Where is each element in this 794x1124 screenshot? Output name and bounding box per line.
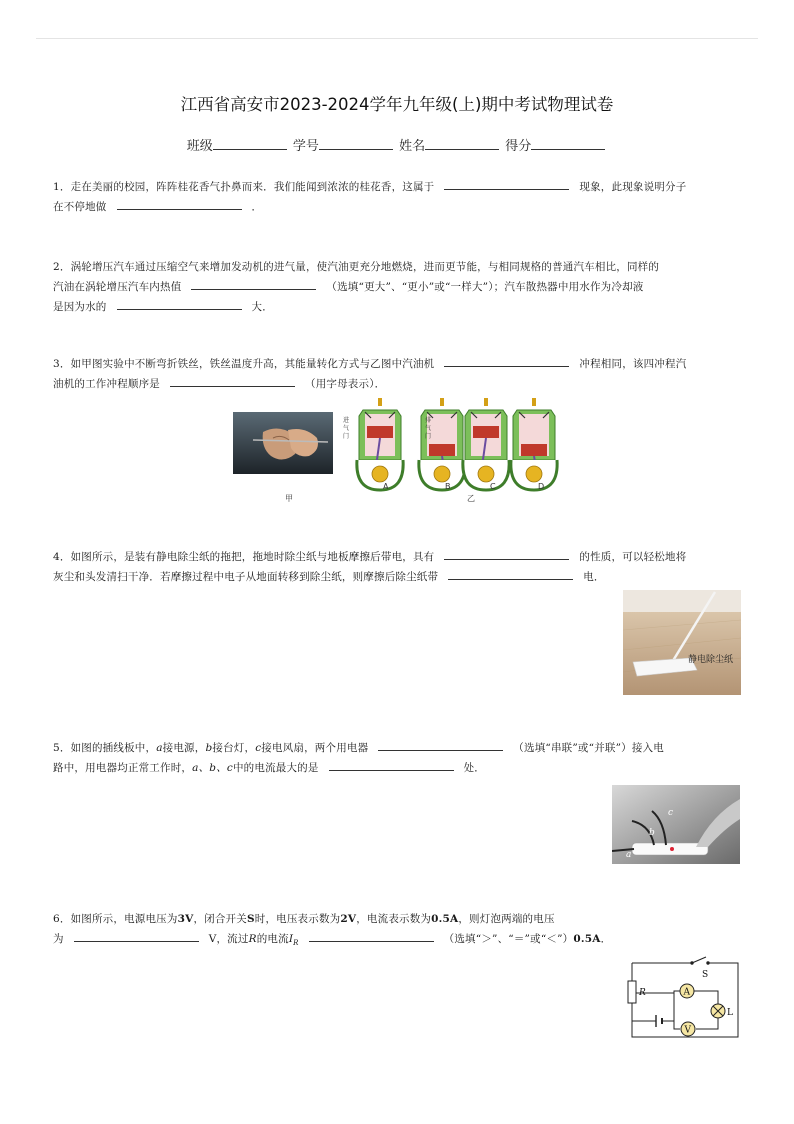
q3-blank-2[interactable] bbox=[170, 374, 295, 387]
wire-bending-photo bbox=[233, 412, 333, 474]
q2-text-4: 是因为水的 bbox=[53, 301, 107, 313]
class-field[interactable] bbox=[213, 137, 287, 150]
q5-var-abc: a、b、c bbox=[192, 762, 233, 774]
q1-text-3: 在不停地做 bbox=[53, 201, 107, 213]
q1-text-2: 现象，此现象说明分子 bbox=[579, 181, 687, 193]
label-jia: 甲 bbox=[285, 494, 293, 503]
q5-text-3b: 中的电流最大的是 bbox=[232, 762, 319, 774]
q6-text-2a: 为 bbox=[53, 933, 64, 945]
q3-text-4: （用字母表示）． bbox=[305, 378, 386, 390]
q4-text: 4．如图所示，是装有静电除尘纸的拖把，拖地时除尘纸与地板摩擦后带电，具有 bbox=[53, 551, 435, 563]
q6-blank-1[interactable] bbox=[74, 929, 199, 942]
mop-photo-label: 静电除尘纸 bbox=[688, 655, 734, 665]
q5-text-b: 接电源， bbox=[162, 742, 206, 754]
q6-text-e: ，则灯泡两端的电压 bbox=[458, 913, 555, 925]
top-rule bbox=[36, 38, 758, 39]
question-2 bbox=[53, 257, 743, 317]
strip-label-a: a bbox=[626, 850, 632, 860]
q2-blank-1[interactable] bbox=[191, 277, 316, 290]
q3-text-2: 冲程相同，该四冲程汽 bbox=[579, 358, 687, 370]
q6-text: 6．如图所示，电源电压为 bbox=[53, 913, 178, 925]
power-strip-photo bbox=[612, 785, 740, 864]
q6-v3: 3V bbox=[177, 913, 194, 925]
q5-text: 5．如图的插线板中， bbox=[53, 742, 157, 754]
ammeter-label: A bbox=[683, 987, 690, 998]
q2-text-5: 大． bbox=[251, 301, 273, 313]
score-field[interactable] bbox=[531, 137, 605, 150]
q6-text-2b: V，流过 bbox=[208, 933, 249, 945]
engine-d-diagram bbox=[511, 398, 557, 490]
q5-var-a: a bbox=[156, 742, 163, 754]
q5-blank-1[interactable] bbox=[378, 738, 503, 751]
q4-blank-2[interactable] bbox=[448, 567, 573, 580]
q2-text-2: 汽油在涡轮增压汽车内热值 bbox=[53, 281, 182, 293]
name-field[interactable] bbox=[425, 137, 499, 150]
q5-text-3: 路中，用电器均正常工作时， bbox=[53, 762, 193, 774]
question-5 bbox=[53, 738, 743, 778]
mop-photo bbox=[623, 590, 741, 695]
engine-label-b: B bbox=[445, 482, 451, 491]
voltmeter-label: V bbox=[684, 1025, 691, 1036]
engine-b-diagram bbox=[419, 398, 465, 490]
q6-text-2d: （选填“＞”、“＝”或“＜”） bbox=[443, 933, 574, 945]
q6-ir-sub: R bbox=[293, 939, 299, 948]
engine-label-d: D bbox=[538, 482, 545, 491]
student-id-field[interactable] bbox=[319, 137, 393, 150]
engine-c-diagram bbox=[463, 398, 509, 490]
student-id-label: 学号 bbox=[292, 139, 319, 154]
q1-blank-2[interactable] bbox=[117, 197, 242, 210]
q4-text-2: 的性质，可以轻松地将 bbox=[579, 551, 687, 563]
engine-label-a: A bbox=[383, 482, 389, 491]
engine-a-diagram bbox=[357, 398, 403, 490]
q6-text-2c: 的电流 bbox=[256, 933, 289, 945]
lamp-label: L bbox=[727, 1008, 733, 1018]
q6-ir: I bbox=[288, 933, 294, 945]
q5-var-b: b bbox=[205, 742, 213, 754]
q5-text-c: 接台灯， bbox=[212, 742, 256, 754]
page-title: 江西省高安市2023-2024学年九年级(上)期中考试物理试卷 bbox=[180, 95, 614, 114]
q5-blank-2[interactable] bbox=[329, 758, 454, 771]
question-3 bbox=[53, 354, 743, 394]
strip-label-b: b bbox=[649, 828, 655, 838]
q2-blank-2[interactable] bbox=[117, 297, 242, 310]
q5-text-2: （选填“串联”或“并联”）接入电 bbox=[513, 742, 664, 754]
q3-text-3: 油机的工作冲程顺序是 bbox=[53, 378, 160, 390]
q5-text-4: 处． bbox=[463, 762, 485, 774]
q2-text-3: （选填“更大”、“更小”或“一样大”）；汽车散热器中用水作为冷却液 bbox=[326, 281, 644, 293]
engine-diagrams bbox=[341, 398, 571, 494]
q6-a05: 0.5A bbox=[431, 913, 459, 925]
q6-text-2f: ． bbox=[600, 933, 612, 945]
circuit-diagram bbox=[622, 955, 744, 1041]
q6-v2: 2V bbox=[340, 913, 357, 925]
q4-blank-1[interactable] bbox=[444, 547, 569, 560]
q6-r: R bbox=[248, 933, 257, 945]
strip-label-c: c bbox=[668, 808, 674, 818]
score-label: 得分 bbox=[505, 139, 532, 154]
q5-text-d: 接电风扇，两个用电器 bbox=[261, 742, 369, 754]
engine-label-c: C bbox=[490, 482, 496, 491]
question-1 bbox=[53, 177, 743, 217]
intake-valve-label: 进气门 bbox=[343, 417, 350, 440]
label-yi: 乙 bbox=[467, 494, 475, 503]
q6-text-2e: 0.5A bbox=[573, 933, 601, 945]
q1-text-4: ． bbox=[251, 201, 263, 213]
question-4 bbox=[53, 547, 743, 587]
q2-text: 2．涡轮增压汽车通过压缩空气来增加发动机的进气量，使汽油更充分地燃烧，进而更节能，与相同规格的普通汽车相比，同样的 bbox=[53, 261, 660, 273]
q6-blank-2[interactable] bbox=[309, 929, 434, 942]
class-label: 班级 bbox=[186, 139, 213, 154]
q6-text-b: ，闭合开关 bbox=[193, 913, 247, 925]
exhaust-valve-label: 排气门 bbox=[425, 417, 432, 440]
q1-text: 1．走在美丽的校园，阵阵桂花香气扑鼻而来．我们能闻到浓浓的桂花香，这属于 bbox=[53, 181, 435, 193]
student-info-line bbox=[0, 135, 794, 154]
q5-var-c: c bbox=[255, 742, 262, 754]
q4-text-3: 灰尘和头发清扫干净．若摩擦过程中电子从地面转移到除尘纸，则摩擦后除尘纸带 bbox=[53, 571, 439, 583]
q1-blank-1[interactable] bbox=[444, 177, 569, 190]
q6-text-c: 时，电压表示数为 bbox=[254, 913, 341, 925]
q3-text: 3．如甲图实验中不断弯折铁丝，铁丝温度升高，其能量转化方式与乙图中汽油机 bbox=[53, 358, 435, 370]
resistor-symbol bbox=[628, 981, 636, 1003]
q3-blank-1[interactable] bbox=[444, 354, 569, 367]
name-label: 姓名 bbox=[399, 139, 426, 154]
q6-text-d: ，电流表示数为 bbox=[356, 913, 432, 925]
q6-s: S bbox=[246, 913, 255, 925]
question-6 bbox=[53, 909, 743, 953]
resistor-label: R bbox=[639, 988, 646, 998]
switch-label: S bbox=[702, 970, 709, 980]
q4-text-4: 电． bbox=[583, 571, 605, 583]
